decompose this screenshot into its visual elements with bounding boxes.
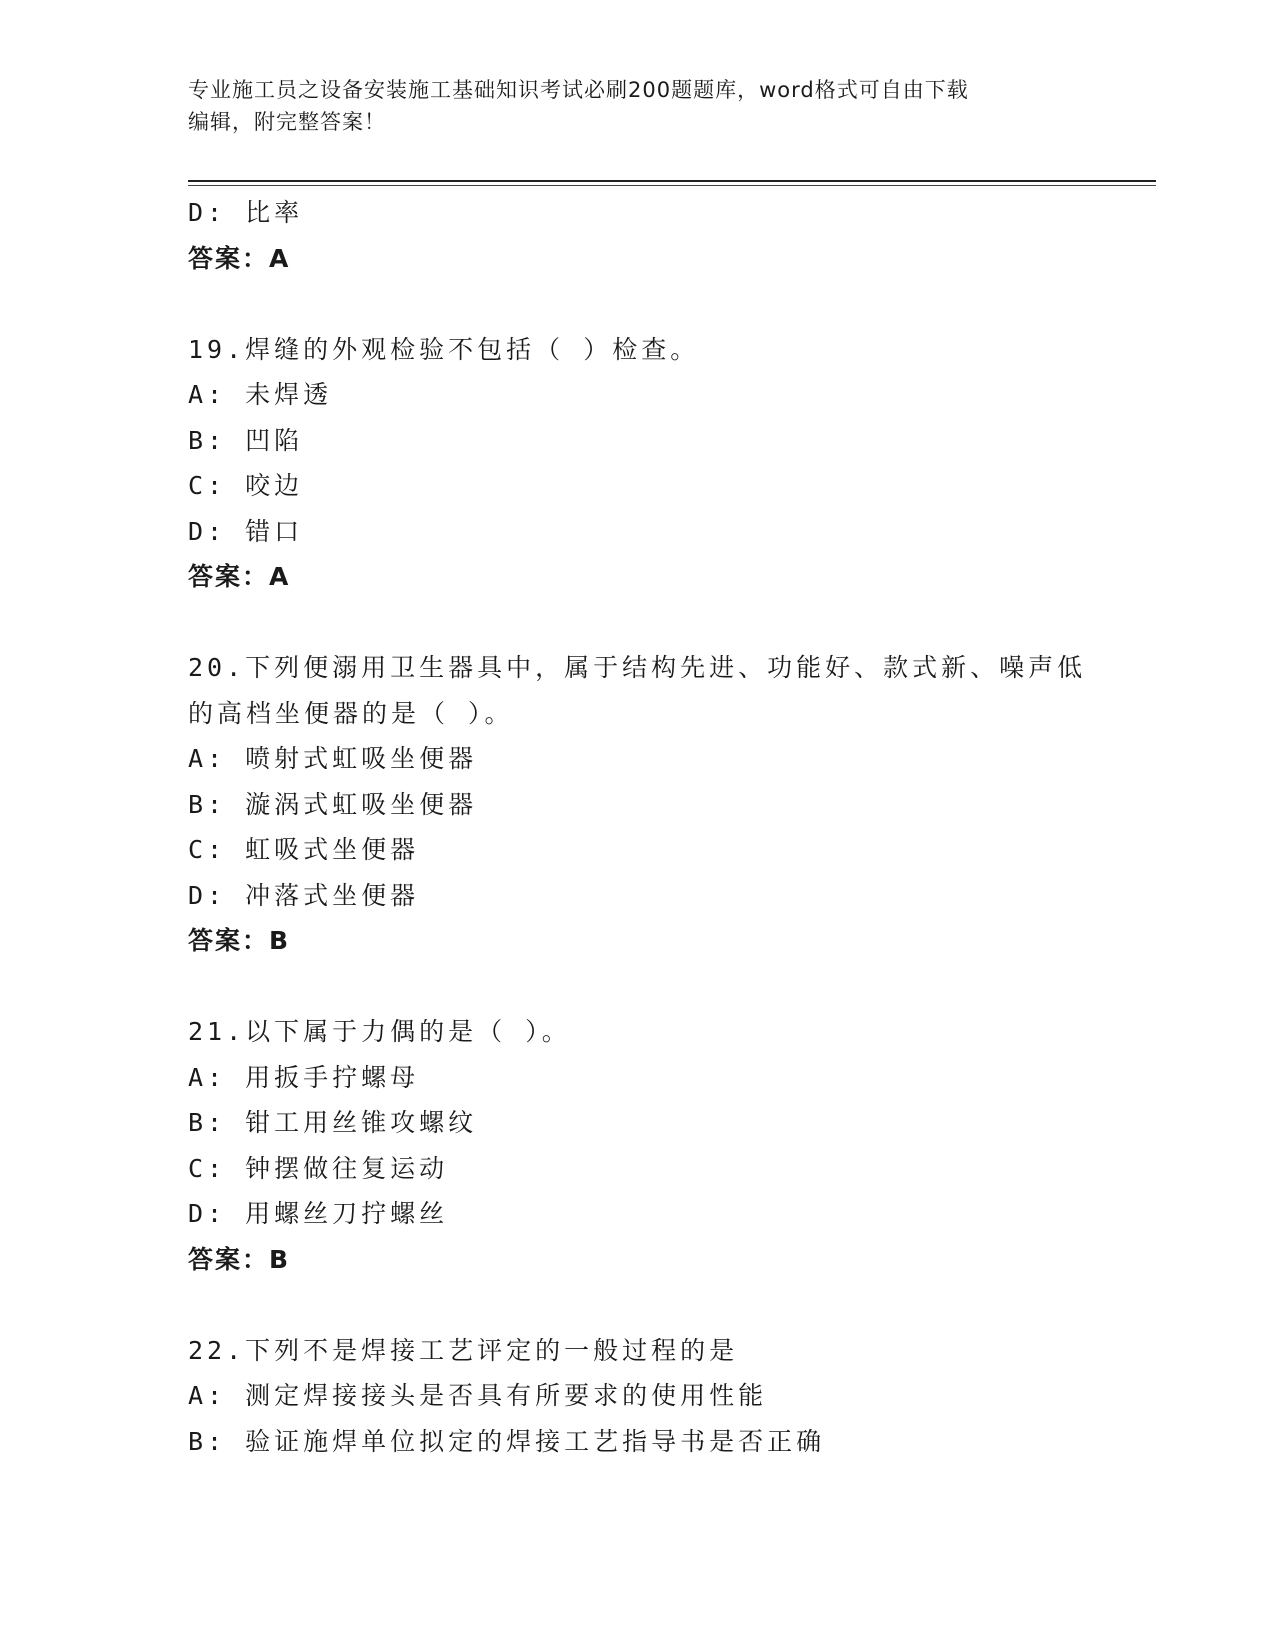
question-stem-continued: 的高档坐便器的是（ ）。 — [188, 698, 514, 728]
spacer — [188, 600, 1108, 645]
answer: 答案：A — [188, 562, 291, 591]
header-line-2: 编辑，附完整答案！ — [188, 110, 386, 134]
option-d: D: 用螺丝刀拧螺丝 — [188, 1199, 449, 1228]
option-b: B: 漩涡式虹吸坐便器 — [188, 789, 478, 819]
header-rule-thin — [188, 185, 1156, 186]
answer: 答案：B — [188, 926, 291, 955]
prev-answer: 答案：A — [188, 243, 291, 273]
header-rule-thick — [188, 180, 1156, 182]
question-stem: 22.下列不是焊接工艺评定的一般过程的是 — [188, 1335, 739, 1365]
prev-option-d: D: 比率 — [188, 198, 304, 227]
question-list — [188, 190, 1108, 1464]
option-a: A: 未焊透 — [188, 380, 333, 409]
spacer — [188, 1283, 1108, 1328]
option-a: A: 用扳手拧螺母 — [188, 1062, 420, 1092]
option-c: C: 钟摆做往复运动 — [188, 1153, 449, 1183]
header-line-1: 专业施工员之设备安装施工基础知识考试必刷200题题库，word格式可自由下载 — [188, 78, 969, 102]
option-a: A: 喷射式虹吸坐便器 — [188, 744, 478, 773]
question-21 — [188, 1009, 1108, 1283]
option-d: D: 冲落式坐便器 — [188, 880, 420, 910]
answer: 答案：B — [188, 1244, 291, 1274]
question-22 — [188, 1328, 1108, 1465]
question-stem: 20.下列便溺用卫生器具中，属于结构先进、功能好、款式新、噪声低 — [188, 653, 1087, 682]
option-b: B: 钳工用丝锥攻螺纹 — [188, 1108, 478, 1137]
question-19 — [188, 327, 1108, 601]
document-header — [188, 74, 1088, 138]
option-c: C: 虹吸式坐便器 — [188, 835, 420, 864]
option-d: D: 错口 — [188, 516, 304, 546]
spacer — [188, 282, 1108, 327]
question-20 — [188, 645, 1108, 964]
option-a: A: 测定焊接接头是否具有所要求的使用性能 — [188, 1381, 768, 1410]
option-b: B: 凹陷 — [188, 425, 304, 455]
question-stem: 19.焊缝的外观检验不包括（ ）检查。 — [188, 334, 700, 364]
option-b: B: 验证施焊单位拟定的焊接工艺指导书是否正确 — [188, 1426, 826, 1456]
option-c: C: 咬边 — [188, 471, 304, 500]
spacer — [188, 964, 1108, 1009]
question-stem: 21.以下属于力偶的是（ ）。 — [188, 1017, 571, 1046]
